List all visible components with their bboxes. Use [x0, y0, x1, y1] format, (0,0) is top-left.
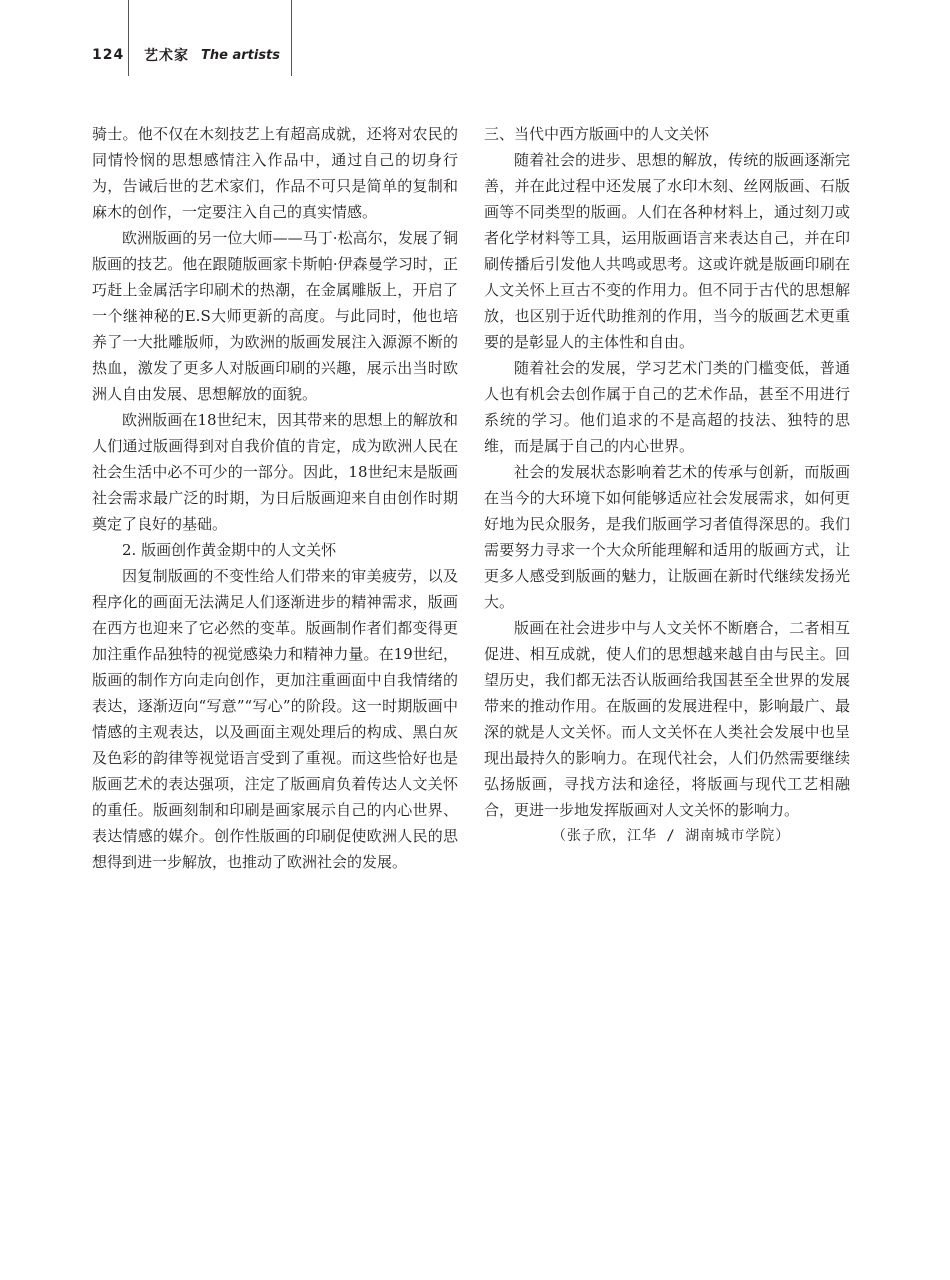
- subheading: 2. 版画创作黄金期中的人文关怀: [122, 541, 337, 559]
- magazine-title-en: The artists: [201, 47, 281, 63]
- left-column: [92, 121, 458, 875]
- paragraph: 社会的发展状态影响着艺术的传承与创新，而版画在当今的大环境下如何能够适应社会发展需求，如何更好地为民众服务，是我们版画学习者值得深思的。我们需要努力寻求一个大众所能理解和适用的版画方式，让更多人感受到版画的魅力，让版画在新时代继续发扬光大。: [484, 463, 850, 611]
- right-column: [484, 121, 850, 849]
- paragraph: 版画在社会进步中与人文关怀不断磨合，二者相互促进、相互成就，使人们的思想越来越自由与民主。回望历史，我们都无法否认版画给我国甚至全世界的发展带来的推动作用。在版画的发展进程中，影响最广、最深的就是人文关怀。而人文关怀在人类社会发展中也呈现出最持久的影响力。在现代社会，人们仍然需要继续弘扬版画，寻找方法和途径，将版画与现代工艺相融合，更进一步地发挥版画对人文关怀的影响力。: [484, 619, 850, 819]
- author-affiliation: （张子欣，江华 / 湖南城市学院）: [552, 828, 791, 844]
- header-divider-right: [291, 0, 292, 76]
- paragraph: 因复制版画的不变性给人们带来的审美疲劳，以及程序化的画面无法满足人们逐渐进步的精神需求，版画在西方也迎来了它必然的变革。版画制作者们都变得更加注重作品独特的视觉感染力和精神力量。在19世纪，版画的制作方向走向创作，更加注重画面中自我情绪的表达，逐渐迈向“写意”“写心”的阶段。这一时期版画中情感的主观表达，以及画面主观处理后的构成、黑白灰及色彩的韵律等视觉语言受到了重视。而这些恰好也是版画艺术的表达强项，注定了版画肩负着传达人文关怀的重任。版画刻制和印刷是画家展示自己的内心世界、表达情感的媒介。创作性版画的印刷促使欧洲人民的思想得到进一步解放，也推动了欧洲社会的发展。: [92, 567, 458, 871]
- running-header: [92, 44, 280, 66]
- magazine-title-cn: 艺术家: [144, 48, 189, 64]
- paragraph: 随着社会的进步、思想的解放，传统的版画逐渐完善，并在此过程中还发展了水印木刻、丝网版画、石版画等不同类型的版画。人们在各种材料上，通过刻刀或者化学材料等工具，运用版画语言来表达自己，并在印刷传播后引发他人共鸣或思考。这或许就是版画印刷在人文关怀上亘古不变的作用力。但不同于古代的思想解放，也区别于近代助推剂的作用，当今的版画艺术更重要的是彰显人的主体性和自由。: [484, 151, 850, 351]
- paragraph: 骑士。他不仅在木刻技艺上有超高成就，还将对农民的同情怜悯的思想感情注入作品中，通过自己的切身行为，告诫后世的艺术家们，作品不可只是简单的复制和麻木的创作，一定要注入自己的真实情感。: [92, 125, 458, 221]
- paragraph: 随着社会的发展，学习艺术门类的门槛变低，普通人也有机会去创作属于自己的艺术作品，甚至不用进行系统的学习。他们追求的不是高超的技法、独特的思维，而是属于自己的内心世界。: [484, 359, 850, 455]
- paragraph: 欧洲版画的另一位大师——马丁·松高尔，发展了铜版画的技艺。他在跟随版画家卡斯帕·伊森曼学习时，正巧赶上金属活字印刷术的热潮，在金属雕版上，开启了一个继神秘的E.S大师更新的高度。与此同时，他也培养了一大批雕版师，为欧洲的版画发展注入源源不断的热血，激发了更多人对版画印刷的兴趣，展示出当时欧洲人自由发展、思想解放的面貌。: [92, 229, 458, 403]
- page-number: 124: [92, 47, 125, 63]
- section-heading: 三、当代中西方版画中的人文关怀: [484, 125, 710, 143]
- paragraph: 欧洲版画在18世纪末，因其带来的思想上的解放和人们通过版画得到对自我价值的肯定，成为欧洲人民在社会生活中必不可少的一部分。因此，18世纪末是版画社会需求最广泛的时期，为日后版画迎来自由创作时期奠定了良好的基础。: [92, 411, 458, 533]
